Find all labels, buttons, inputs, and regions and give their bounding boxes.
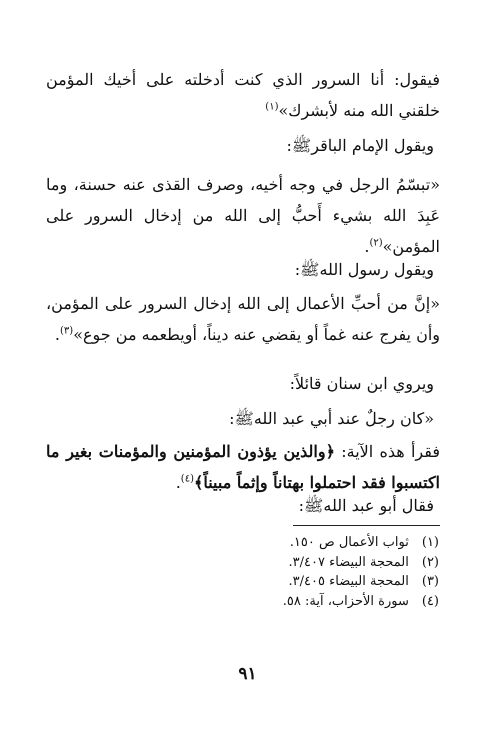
footnote-number: (٢) — [421, 554, 439, 570]
footnote-item — [189, 572, 439, 592]
heading-ibn-sinan: ويروي ابن سنان قائلاً: — [289, 374, 434, 393]
footnote-text: سورة الأحزاب، آية: ٥٨. — [282, 593, 409, 609]
heading-imam-baqir: ويقول الإمام الباقرﷺ: — [286, 136, 434, 155]
footnote-separator — [293, 525, 440, 526]
heading-abu-abdullah: فقال أبو عبد اللهﷺ: — [298, 496, 434, 515]
footnote-ref-3: (٣) — [60, 325, 74, 337]
page-number: ٩١ — [238, 664, 257, 684]
paragraph-4-tail: . — [175, 473, 181, 492]
paragraph-2-text: «تبسّمُ الرجل في وجه أخيه، وصرف القذى عنه حسنة، وما عَبِدَ الله بشيء أَحبُّ إلى الله من إدخال السرور على المؤمن» — [46, 175, 440, 256]
footnote-item — [189, 553, 439, 573]
paragraph-4-lead: فقرأ هذه الآية: — [334, 442, 441, 461]
paragraph-3 — [46, 288, 440, 350]
heading-prophet: ويقول رسول اللهﷺ: — [294, 260, 434, 279]
paragraph-2-tail: . — [364, 237, 370, 256]
quran-quote: ﴿والذين يؤذون المؤمنين والمؤمنات بغير ما اكتسبوا فقد احتملوا بهتاناً وإثماً مبيناً﴾ — [46, 442, 440, 492]
footnote-number: (١) — [421, 535, 439, 550]
footnote-ref-2: (٢) — [369, 237, 383, 249]
footnote-text: المحجة البيضاء ٣/٤٠٥. — [288, 574, 409, 589]
footnote-item — [189, 592, 439, 612]
footnote-text: ثواب الأعمال ص ١٥٠. — [289, 535, 409, 550]
line-abi-abdullah: «كان رجلٌ عند أبي عبد اللهﷺ: — [229, 409, 434, 428]
footnote-ref-4: (٤) — [180, 473, 194, 485]
footnote-item — [189, 533, 439, 553]
footnote-text: المحجة البيضاء ٣/٤٠٧. — [288, 554, 409, 570]
paragraph-4 — [46, 436, 440, 498]
footnote-number: (٤) — [421, 593, 439, 609]
paragraph-3-text: «إنَّ من أحبِّ الأعمال إلى الله إدخال السرور على المؤمن، وأن يفرج عنه غماً أو يقضي عنه ديناً، أويطعمه من جوع» — [46, 294, 440, 344]
footnote-ref-1: (١) — [265, 101, 279, 113]
paragraph-3-tail: . — [54, 325, 61, 344]
paragraph-1-text: فيقول: أنا السرور الذي كنت أدخلته على أخيك المؤمن خلقني الله منه لأبشرك» — [46, 70, 440, 120]
paragraph-2 — [46, 169, 440, 262]
paragraph-1 — [46, 64, 440, 126]
footnotes-list — [189, 533, 439, 611]
footnote-number: (٣) — [421, 574, 439, 589]
